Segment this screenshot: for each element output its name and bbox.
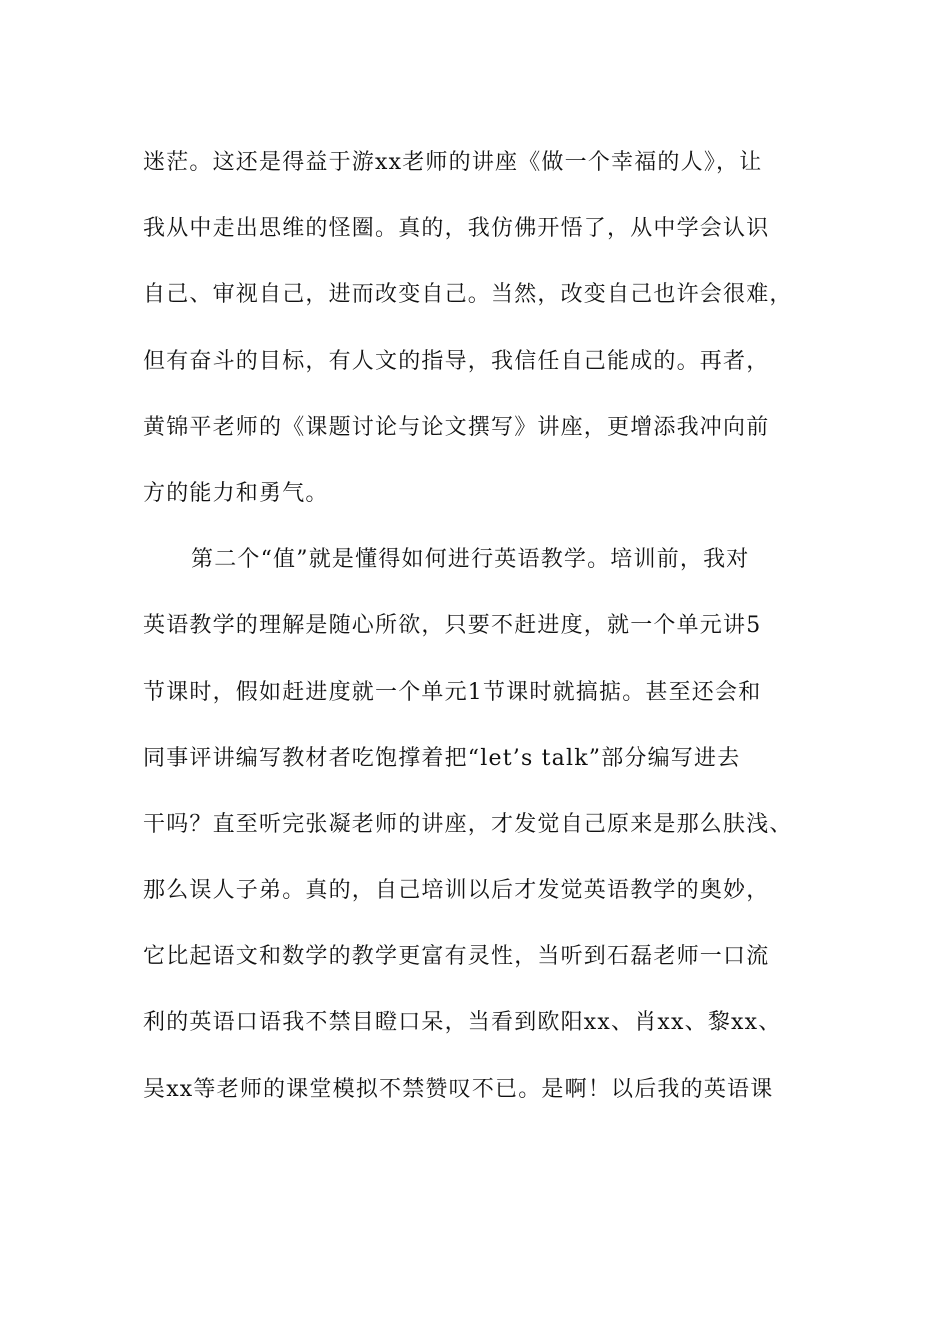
text-line-4: 但有奋斗的目标，有人文的指导，我信任自己能成的。再者，	[143, 348, 770, 374]
text-line-1: 迷茫。这还是得益于游xx老师的讲座《做一个幸福的人》，让	[143, 150, 763, 175]
text-line-10: 同事评讲编写教材者吃饱撑着把“let’s talk”部分编写进去	[143, 745, 741, 771]
text-line-13: 它比起语文和数学的教学更富有灵性，当听到石磊老师一口流	[143, 944, 770, 970]
text-line-9: 节课时，假如赶进度就一个单元1节课时就搞掂。甚至还会和	[143, 679, 762, 705]
text-line-5: 黄锦平老师的《课题讨论与论文撰写》讲座，更增添我冲向前	[143, 414, 770, 440]
text-line-11: 干吗？直至听完张凝老师的讲座，才发觉自己原来是那么肤浅、	[143, 811, 793, 837]
text-line-6: 方的能力和勇气。	[143, 480, 329, 506]
text-line-8: 英语教学的理解是随心所欲，只要不赶进度，就一个单元讲5	[143, 613, 762, 639]
text-line-15: 吴xx等老师的课堂模拟不禁赞叹不已。是啊！以后我的英语课	[143, 1076, 774, 1102]
text-line-2: 我从中走出思维的怪圈。真的，我仿佛开悟了，从中学会认识	[143, 216, 770, 242]
text-line-14: 利的英语口语我不禁目瞪口呆，当看到欧阳xx、肖xx、黎xx、	[143, 1010, 782, 1036]
body-text	[143, 130, 833, 1123]
paragraph-start-line: 第二个“值”就是懂得如何进行英语教学。培训前，我对	[191, 547, 750, 573]
text-line-3: 自己、审视自己，进而改变自己。当然，改变自己也许会很难，	[143, 282, 793, 308]
text-line-12: 那么误人子弟。真的，自己培训以后才发觉英语教学的奥妙，	[143, 878, 770, 904]
